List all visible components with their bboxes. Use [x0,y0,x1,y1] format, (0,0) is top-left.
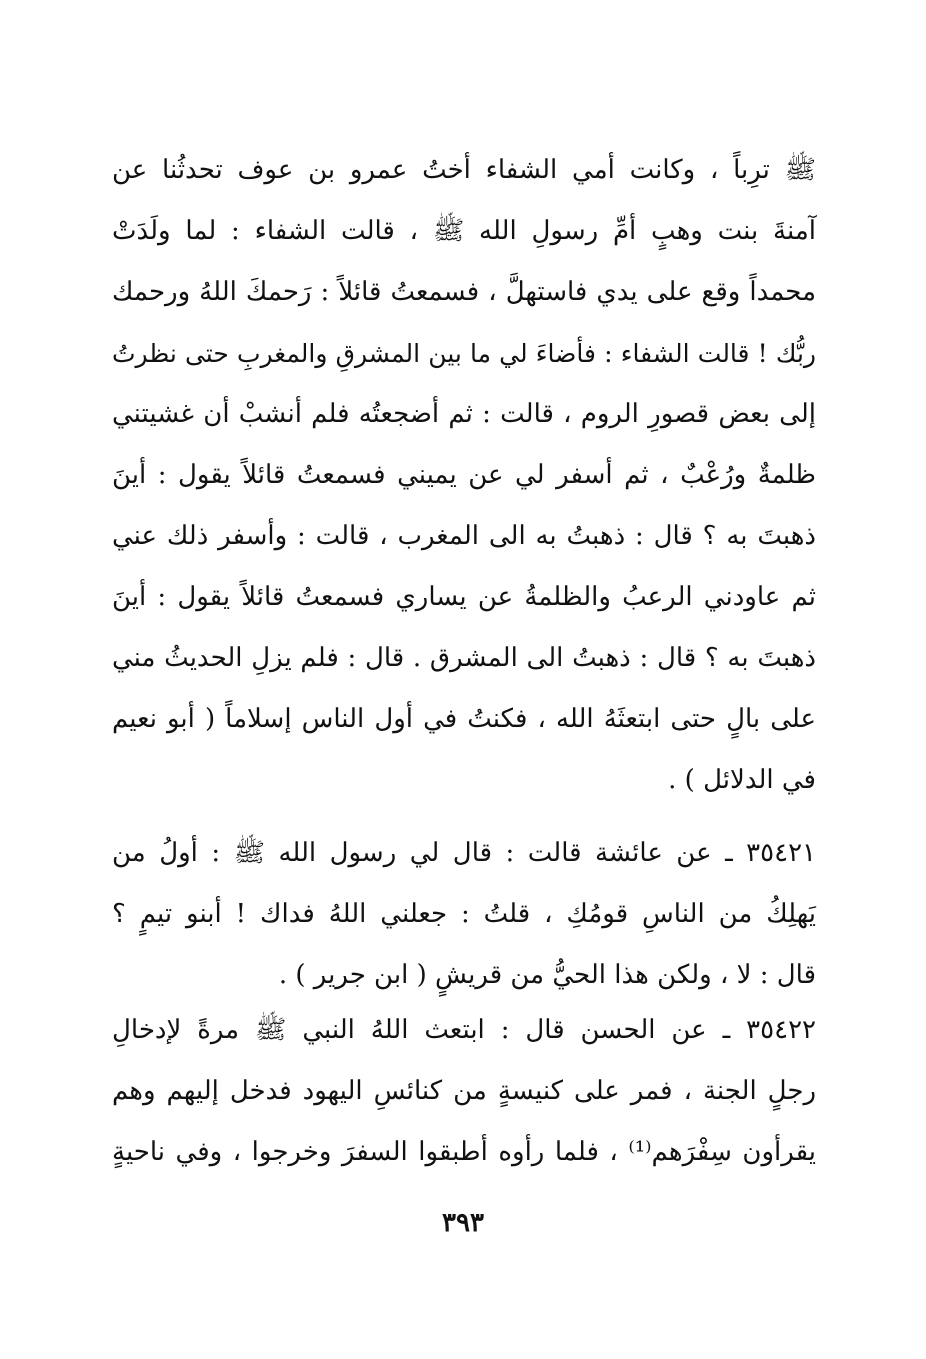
page-number: ٣٩٣ [442,1208,484,1238]
text-line: ٣٥٤٢١ ـ عن عائشة قالت : قال لي رسول الله ﷺ : أولُ من [112,838,816,868]
paragraph-hadith-35421 [112,823,816,1006]
text-line: على بالٍ حتى ابتعثَهُ الله ، فكنتُ في أول الناس إسلاماً ( أبو نعيم [112,704,816,734]
text-line: ذهبتَ به ؟ قال : ذهبتُ به الى المغرب ، قالت : وأسفر ذلك عني [112,521,816,551]
text-line: ﷺ ترِباً ، وكانت أمي الشفاء أختُ عمرو بن عوف تحدثُنا عن [112,155,816,185]
text-line: يقرأون سِفْرَهم⁽¹⁾ ، فلما رأوه أطبقوا السفرَ وخرجوا ، وفي ناحيةٍ [112,1137,816,1167]
text-line: آمنةَ بنت وهبٍ أمِّ رسولِ الله ﷺ ، قالت الشفاء : لما ولَدَتْ [112,216,816,246]
text-line: ٣٥٤٢٢ ـ عن الحسن قال : ابتعث اللهُ النبي ﷺ مرةً لإدخالِ [112,1015,816,1045]
text-line: رجلٍ الجنة ، فمر على كنيسةٍ من كنائسِ اليهود فدخل إليهم وهم [112,1076,816,1106]
paragraph-hadith-35422 [112,1000,816,1183]
paragraph-continuation [112,140,816,811]
text-line: يَهلِكُ من الناسِ قومُكِ ، قلتُ : جعلني اللهُ فداك ! أبنو تيمٍ ؟ [112,899,816,929]
text-line: ربُّك ! قالت الشفاء : فأضاءَ لي ما بين المشرقِ والمغربِ حتى نظرتُ [112,339,816,368]
text-line: محمداً وقع على يدي فاستهلَّ ، فسمعتُ قائلاً : رَحمكَ اللهُ ورحمك [112,277,816,307]
text-line: ثم عاودني الرعبُ والظلمةُ عن يساري فسمعتُ قائلاً يقول : أينَ [112,582,816,612]
text-line: إلى بعض قصورِ الروم ، قالت : ثم أضجعتُه فلم أنشبْ أن غشيتني [112,399,816,429]
text-line: ذهبتَ به ؟ قال : ذهبتُ الى المشرق . قال : فلم يزلِ الحديثُ مني [112,643,816,673]
text-line: ظلمةٌ ورُعْبٌ ، ثم أسفر لي عن يميني فسمعتُ قائلاً يقول : أينَ [112,460,816,490]
text-line: قال : لا ، ولكن هذا الحيُّ من قريشٍ ( ابن جرير ) . [278,960,816,990]
text-line: في الدلائل ) . [668,765,816,795]
